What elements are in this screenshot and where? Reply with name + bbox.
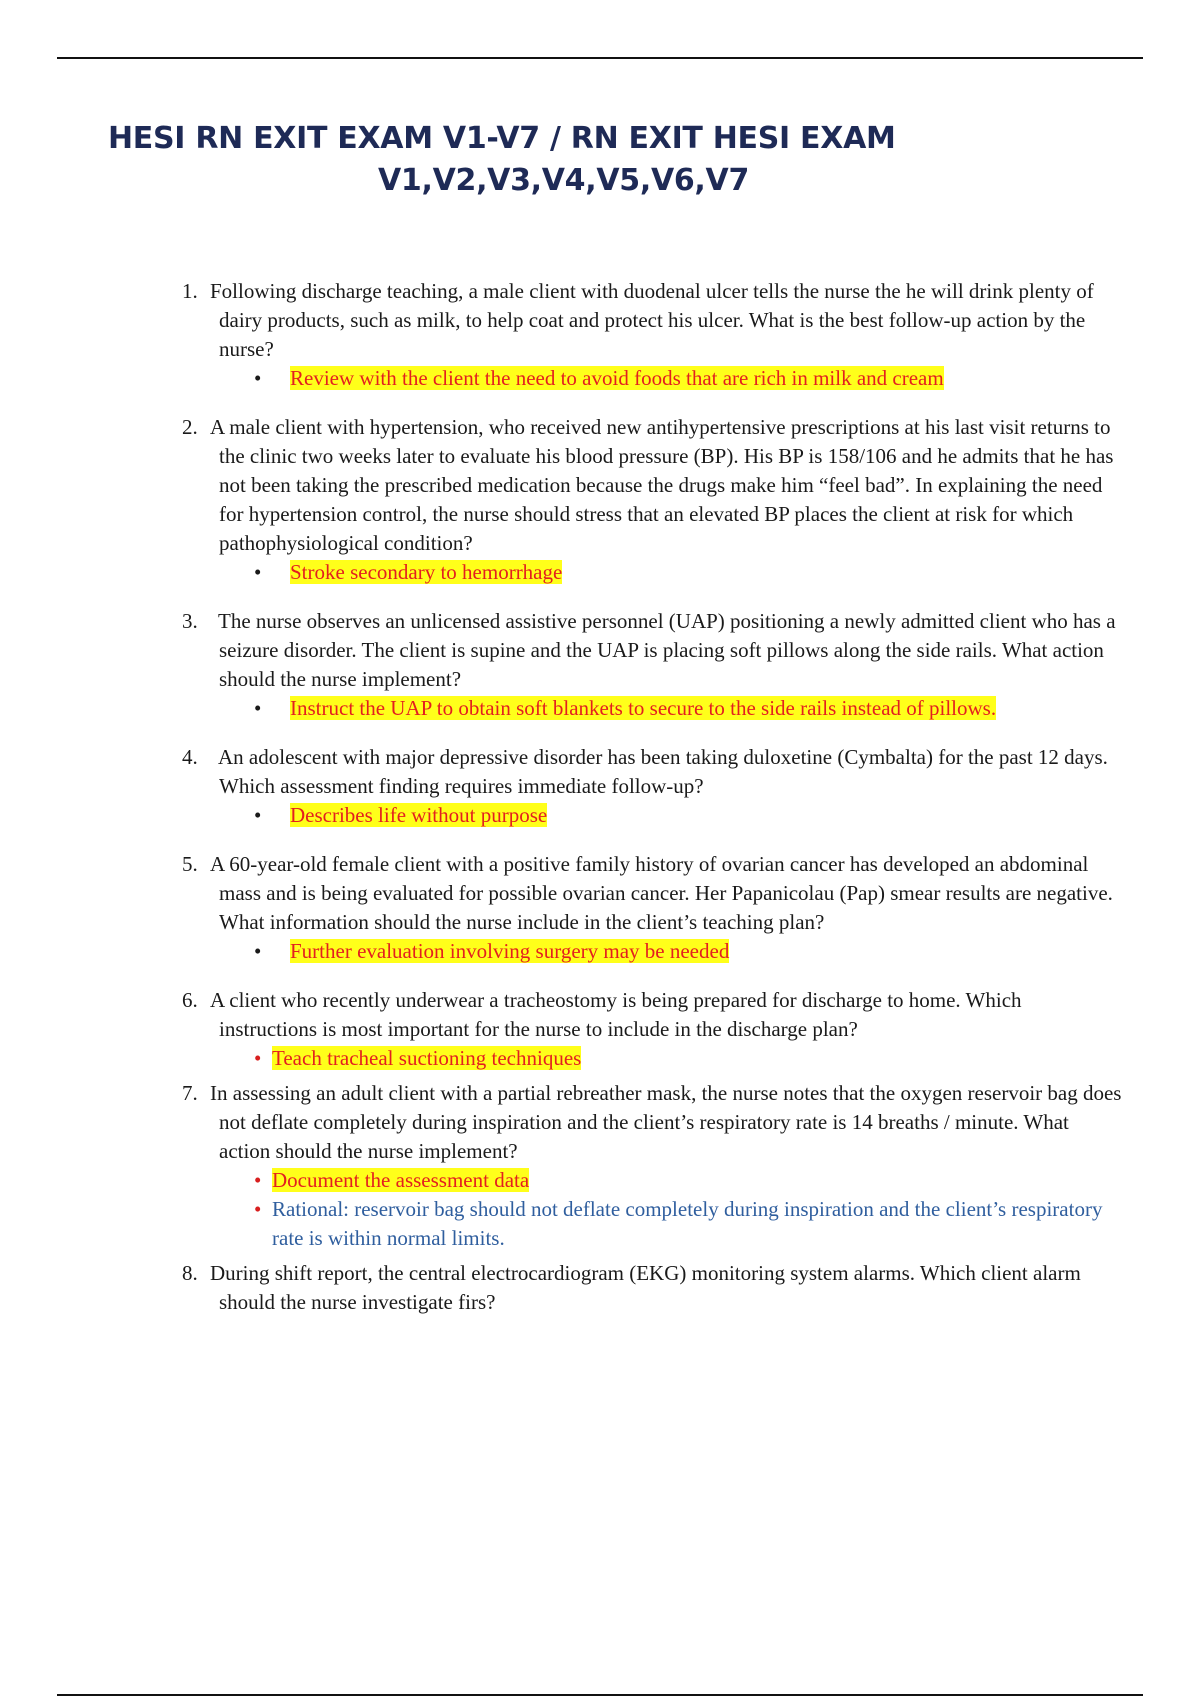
question-1 [182,277,1122,393]
question-6 [182,986,1122,1073]
question-list [182,277,1122,1317]
top-rule [57,57,1143,59]
document-title [108,118,1088,202]
question-5 [182,850,1122,966]
rationale-item [254,1195,1122,1253]
answer-item [254,364,1122,393]
question-text: A male client with hypertension, who received new antihypertensive prescriptions at his last visit returns to the clinic two weeks later to evaluate his blood pressure (BP). His BP is 158/106 and he admits that he has not been taking the prescribed medication because the drugs make him “feel bad”. In explaining the need for hypertension control, the nurse should stress that an elevated BP places the client at risk for which pathophysiological condition? [210,415,1114,555]
question-8 [182,1259,1122,1317]
question-text: A client who recently underwear a tracheostomy is being prepared for discharge to home. Which instructions is most important for the nurse to include in the discharge plan? [210,988,1022,1041]
question-number: 1. [182,279,198,303]
question-text: A 60-year-old female client with a positive family history of ovarian cancer has developed an abdominal mass and is being evaluated for possible ovarian cancer. Her Papanicolau (Pap) smear results are negative. What information should the nurse include in the client’s teaching plan? [210,852,1113,934]
question-number: 3. [182,609,198,633]
bullet-icon: • [254,1046,262,1070]
answer-item [254,1044,1122,1073]
rationale-text: Rational: reservoir bag should not deflate completely during inspiration and the client’s respiratory rate is within normal limits. [272,1197,1103,1250]
bottom-rule [57,1694,1143,1696]
question-4 [182,743,1122,830]
question-text: The nurse observes an unlicensed assistive personnel (UAP) positioning a newly admitted client who has a seizure disorder. The client is supine and the UAP is placing soft pillows along the side rails. What action should the nurse implement? [218,609,1116,691]
bullet-icon: • [254,366,262,390]
answer-item [254,937,1122,966]
question-number: 2. [182,415,198,439]
answer-text: Document the assessment data [272,1168,530,1192]
answer-item [254,1166,1122,1195]
answer-text: Stroke secondary to hemorrhage [290,560,563,584]
question-text: During shift report, the central electrocardiogram (EKG) monitoring system alarms. Which client alarm should the nurse investigate firs? [210,1261,1081,1314]
question-number: 6. [182,988,198,1012]
question-number: 7. [182,1081,198,1105]
question-text: Following discharge teaching, a male client with duodenal ulcer tells the nurse the he will drink plenty of dairy products, such as milk, to help coat and protect his ulcer. What is the best follow-up action by the nurse? [210,279,1094,361]
question-2 [182,413,1122,587]
answer-item [254,801,1122,830]
title-line-2: V1,V2,V3,V4,V5,V6,V7 [378,163,750,198]
question-text: An adolescent with major depressive disorder has been taking duloxetine (Cymbalta) for the past 12 days. Which assessment finding requires immediate follow-up? [218,745,1108,798]
bullet-icon: • [254,696,262,720]
title-line-1: HESI RN EXIT EXAM V1-V7 / RN EXIT HESI EXAM [108,121,896,156]
bullet-icon: • [254,560,262,584]
answer-text: Instruct the UAP to obtain soft blankets to secure to the side rails instead of pillows. [290,696,997,720]
question-text: In assessing an adult client with a partial rebreather mask, the nurse notes that the oxygen reservoir bag does not deflate completely during inspiration and the client’s respiratory rate is 14 breaths / minute. What action should the nurse implement? [210,1081,1122,1163]
answer-text: Teach tracheal suctioning techniques [272,1046,582,1070]
question-number: 8. [182,1261,198,1285]
bullet-icon: • [254,1168,262,1192]
answer-text: Describes life without purpose [290,803,548,827]
answer-text: Review with the client the need to avoid foods that are rich in milk and cream [290,366,944,390]
bullet-icon: • [254,939,262,963]
answer-text: Further evaluation involving surgery may be needed [290,939,730,963]
answer-item [254,558,1122,587]
question-7 [182,1079,1122,1253]
bullet-icon: • [254,1197,262,1221]
answer-item [254,694,1122,723]
question-3 [182,607,1122,723]
question-number: 5. [182,852,198,876]
bullet-icon: • [254,803,262,827]
question-number: 4. [182,745,198,769]
